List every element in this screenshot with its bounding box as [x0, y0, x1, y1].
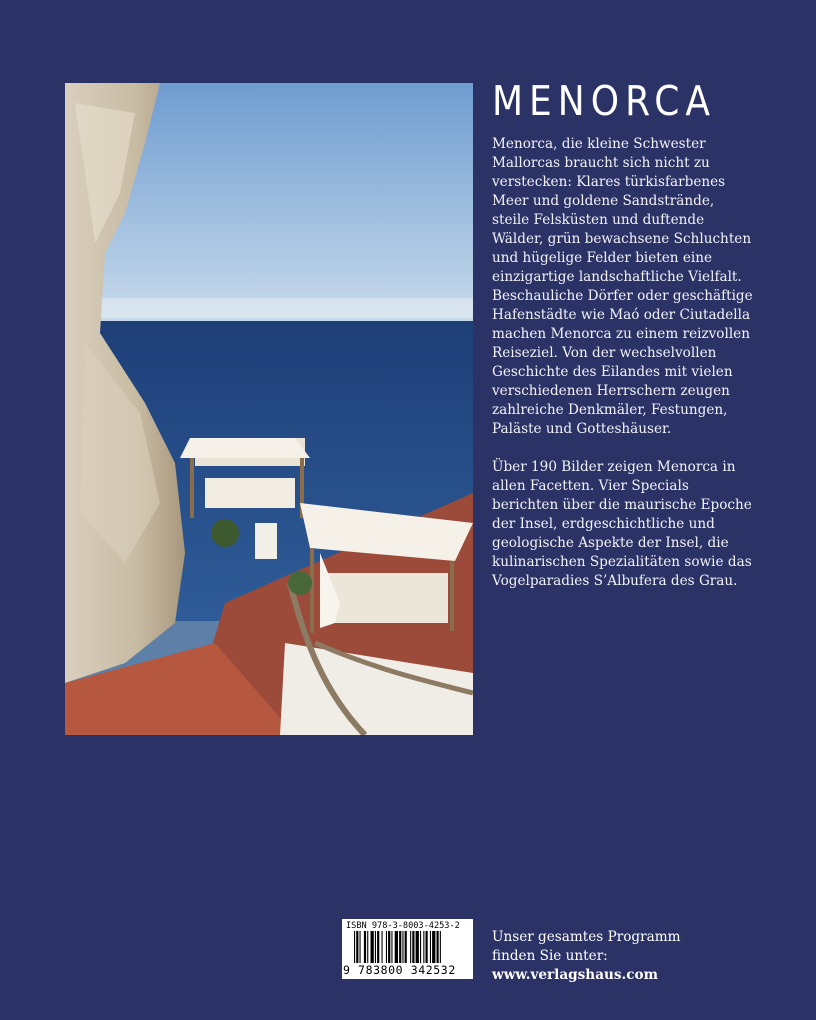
description-paragraph: Über 190 Bilder zeigen Menorca in allen Facetten. Vier Specials berichten über die maurische Epoche der Insel, erdgeschichtliche und geologische Aspekte der Insel, die kulinarischen Spezialitäten sowie das Vogelparadies S’Albufera des Grau.	[492, 459, 752, 589]
barcode-bar	[416, 931, 419, 963]
barcode-bar	[437, 931, 439, 963]
barcode-bar	[420, 931, 421, 963]
barcode-bar	[375, 931, 376, 963]
description-paragraph: Menorca, die kleine Schwester Mallorcas braucht sich nicht zu verstecken: Klares türkisfarbenes Meer und goldene Sandstrände, steile Felsküsten und duftende Wälder, grün bewachsene Schluchten und hügelige Felder bieten eine einzigartige landschaftliche Vielfalt. Beschauliche Dörfer oder geschäftige Hafenstädte wie Maó oder Ciutadella machen Menorca zu einem reizvollen Reiseziel. Von der wechselvollen Geschichte des Eilandes mit vielen verschiedenen Herrschern zeugen zahlreiche Denkmäler, Festungen, Paläste und Gotteshäuser.	[492, 136, 753, 437]
barcode-bar	[388, 931, 390, 963]
barcode-bars	[354, 931, 470, 967]
barcode-bar	[426, 931, 428, 963]
program-line-2: finden Sie unter:	[492, 948, 608, 964]
barcode-bar	[382, 931, 383, 963]
program-line-1: Unser gesamtes Programm	[492, 929, 681, 945]
photo-illustration	[65, 83, 473, 735]
cover-photo-cliff-terrace	[65, 83, 473, 735]
barcode-bar	[399, 931, 401, 963]
barcode-bar	[432, 931, 435, 963]
barcode-bar	[356, 931, 358, 963]
description-text	[492, 135, 754, 610]
isbn-barcode	[342, 919, 473, 979]
publisher-url[interactable]: www.verlagshaus.com	[492, 967, 658, 983]
isbn-label: ISBN 978-3-8003-4253-2	[346, 921, 460, 931]
barcode-bar	[391, 931, 392, 963]
barcode-bar	[405, 931, 407, 963]
barcode-bar	[440, 931, 441, 963]
publisher-info	[492, 928, 752, 985]
barcode-bar	[354, 931, 355, 963]
barcode-bar	[386, 931, 387, 963]
barcode-bar	[367, 931, 368, 963]
barcode-bar	[371, 931, 374, 963]
barcode-bar	[364, 931, 366, 963]
barcode-bar	[412, 931, 414, 963]
book-title: MENORCA	[492, 78, 717, 126]
ean-digits: 9 783800 342532	[343, 963, 456, 977]
barcode-bar	[360, 931, 361, 963]
barcode-bar	[430, 931, 431, 963]
barcode-bar	[402, 931, 403, 963]
barcode-bar	[423, 931, 424, 963]
barcode-bar	[377, 931, 379, 963]
barcode-bar	[395, 931, 398, 963]
barcode-bar	[410, 931, 411, 963]
